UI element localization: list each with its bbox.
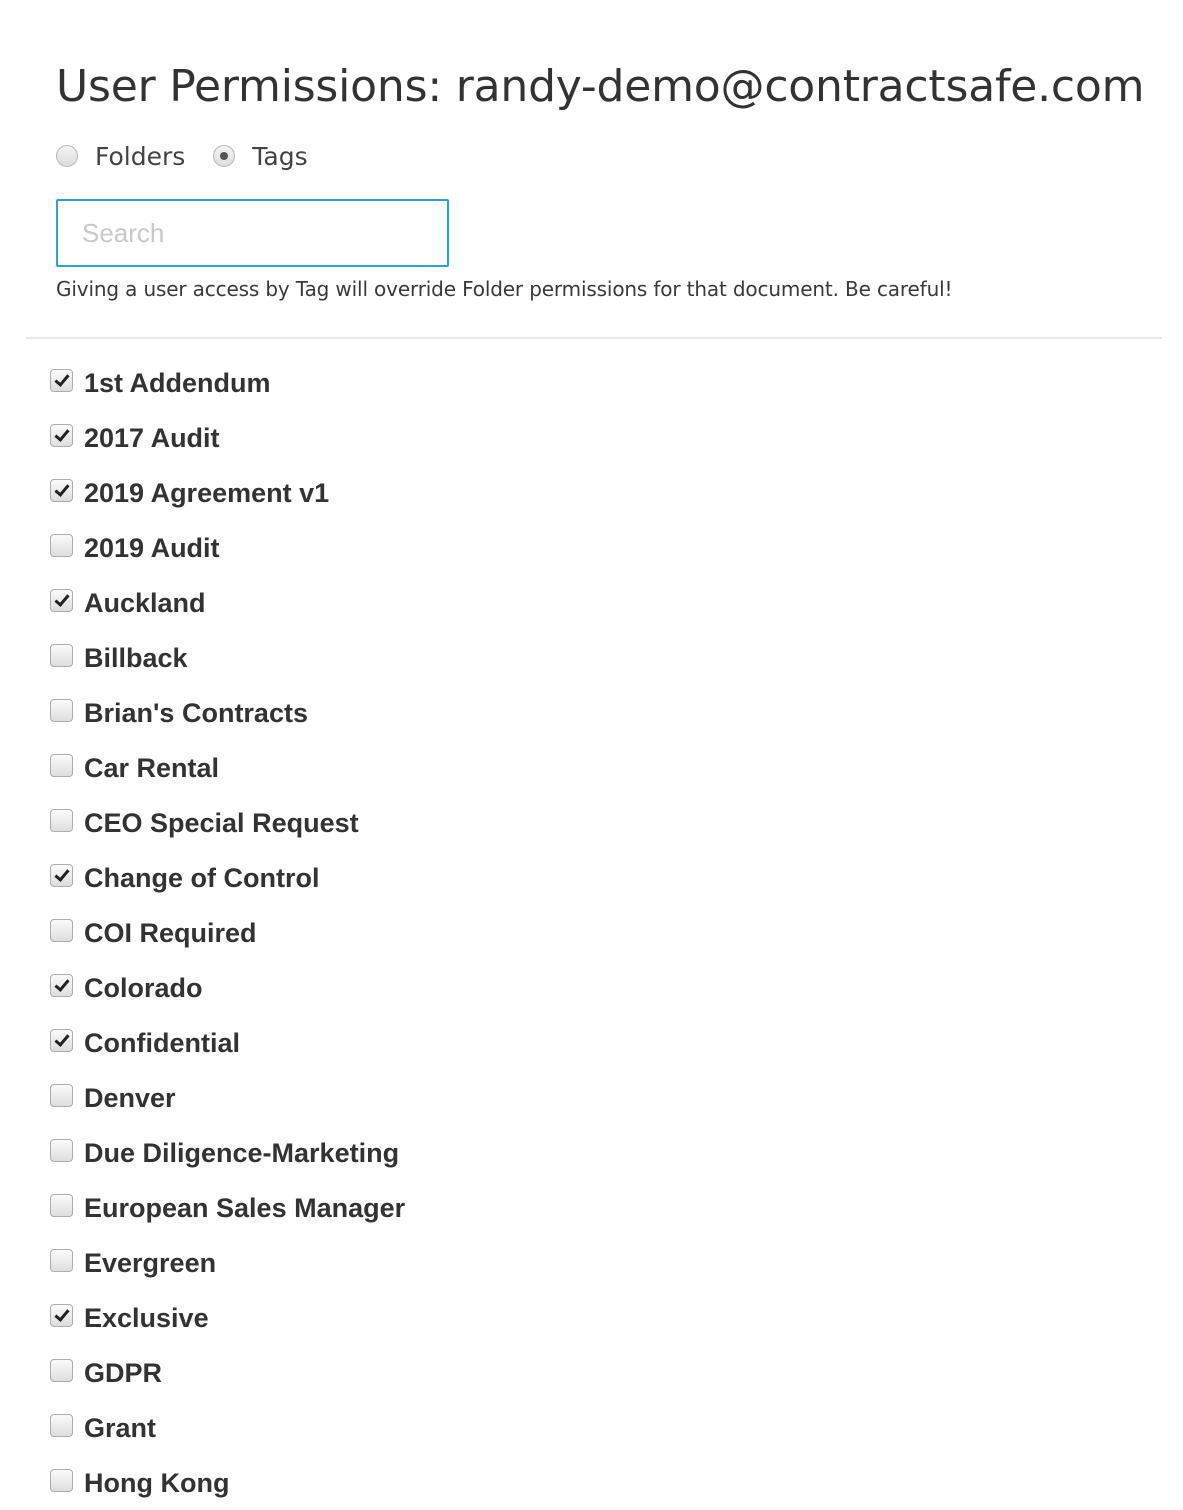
tag-list-item[interactable] bbox=[50, 1456, 405, 1510]
tag-list-item[interactable] bbox=[50, 521, 405, 576]
tag-label: Confidential bbox=[84, 1028, 240, 1058]
tag-checkbox[interactable] bbox=[50, 479, 73, 502]
tag-checkbox[interactable] bbox=[50, 1029, 73, 1052]
tag-checkbox[interactable] bbox=[50, 919, 73, 942]
folders-radio[interactable] bbox=[56, 145, 78, 167]
tag-label: Change of Control bbox=[84, 863, 320, 893]
tag-label: Auckland bbox=[84, 588, 206, 618]
tag-list-item[interactable] bbox=[50, 1401, 405, 1456]
tag-checkbox[interactable] bbox=[50, 1469, 73, 1492]
tag-checkbox[interactable] bbox=[50, 754, 73, 777]
tag-checkbox[interactable] bbox=[50, 369, 73, 392]
tag-override-warning: Giving a user access by Tag will override Folder permissions for that document. Be careful! bbox=[56, 277, 953, 301]
tag-label: Grant bbox=[84, 1413, 157, 1443]
tag-checkbox[interactable] bbox=[50, 1414, 73, 1437]
tag-list-item[interactable] bbox=[50, 1181, 405, 1236]
tag-checkbox-list bbox=[50, 356, 405, 1510]
tag-checkbox[interactable] bbox=[50, 534, 73, 557]
tag-list-item[interactable] bbox=[50, 1071, 405, 1126]
tag-checkbox[interactable] bbox=[50, 1359, 73, 1382]
tag-label: Colorado bbox=[84, 973, 203, 1003]
tag-list-item[interactable] bbox=[50, 796, 405, 851]
tag-list-item[interactable] bbox=[50, 411, 405, 466]
tag-label: Hong Kong bbox=[84, 1468, 230, 1498]
tags-radio[interactable] bbox=[213, 145, 235, 167]
tag-list-item[interactable] bbox=[50, 466, 405, 521]
tag-list-item[interactable] bbox=[50, 1346, 405, 1401]
tag-list-item[interactable] bbox=[50, 686, 405, 741]
tag-checkbox[interactable] bbox=[50, 1194, 73, 1217]
tag-label: 2019 Audit bbox=[84, 533, 220, 563]
tag-list-item[interactable] bbox=[50, 576, 405, 631]
tag-list-item[interactable] bbox=[50, 356, 405, 411]
tag-checkbox[interactable] bbox=[50, 699, 73, 722]
radio-option-tags[interactable] bbox=[213, 142, 307, 171]
page-title: User Permissions: randy-demo@contractsafe.com bbox=[56, 61, 1145, 112]
tag-checkbox[interactable] bbox=[50, 424, 73, 447]
tag-checkbox[interactable] bbox=[50, 1084, 73, 1107]
tag-label: 1st Addendum bbox=[84, 368, 271, 398]
tags-radio-label: Tags bbox=[252, 141, 308, 171]
tag-label: Denver bbox=[84, 1083, 176, 1113]
tag-label: GDPR bbox=[84, 1358, 163, 1388]
tag-list-item[interactable] bbox=[50, 906, 405, 961]
tag-label: European Sales Manager bbox=[84, 1193, 406, 1223]
tag-checkbox[interactable] bbox=[50, 1249, 73, 1272]
tag-label: Exclusive bbox=[84, 1303, 209, 1333]
tag-list-item[interactable] bbox=[50, 1291, 405, 1346]
tag-checkbox[interactable] bbox=[50, 1139, 73, 1162]
tag-list-item[interactable] bbox=[50, 1126, 405, 1181]
tag-checkbox[interactable] bbox=[50, 809, 73, 832]
tag-checkbox[interactable] bbox=[50, 974, 73, 997]
tag-list-item[interactable] bbox=[50, 741, 405, 796]
tag-label: Due Diligence-Marketing bbox=[84, 1138, 400, 1168]
tag-checkbox[interactable] bbox=[50, 1304, 73, 1327]
tag-checkbox[interactable] bbox=[50, 864, 73, 887]
tag-list-item[interactable] bbox=[50, 851, 405, 906]
tag-checkbox[interactable] bbox=[50, 644, 73, 667]
tag-list-item[interactable] bbox=[50, 1236, 405, 1291]
tag-label: Evergreen bbox=[84, 1248, 217, 1278]
divider bbox=[26, 337, 1162, 339]
search-input[interactable] bbox=[56, 199, 449, 267]
tag-list-item[interactable] bbox=[50, 1016, 405, 1071]
tag-checkbox[interactable] bbox=[50, 589, 73, 612]
tag-list-item[interactable] bbox=[50, 631, 405, 686]
tag-label: COI Required bbox=[84, 918, 257, 948]
tag-label: Car Rental bbox=[84, 753, 220, 783]
tag-label: Billback bbox=[84, 643, 188, 673]
folders-radio-label: Folders bbox=[95, 141, 186, 171]
tag-label: 2019 Agreement v1 bbox=[84, 478, 330, 508]
permission-mode-radio-group bbox=[56, 138, 308, 174]
tag-label: Brian's Contracts bbox=[84, 698, 308, 728]
tag-label: 2017 Audit bbox=[84, 423, 220, 453]
radio-option-folders[interactable] bbox=[56, 142, 185, 171]
tag-label: CEO Special Request bbox=[84, 808, 359, 838]
tag-list-item[interactable] bbox=[50, 961, 405, 1016]
